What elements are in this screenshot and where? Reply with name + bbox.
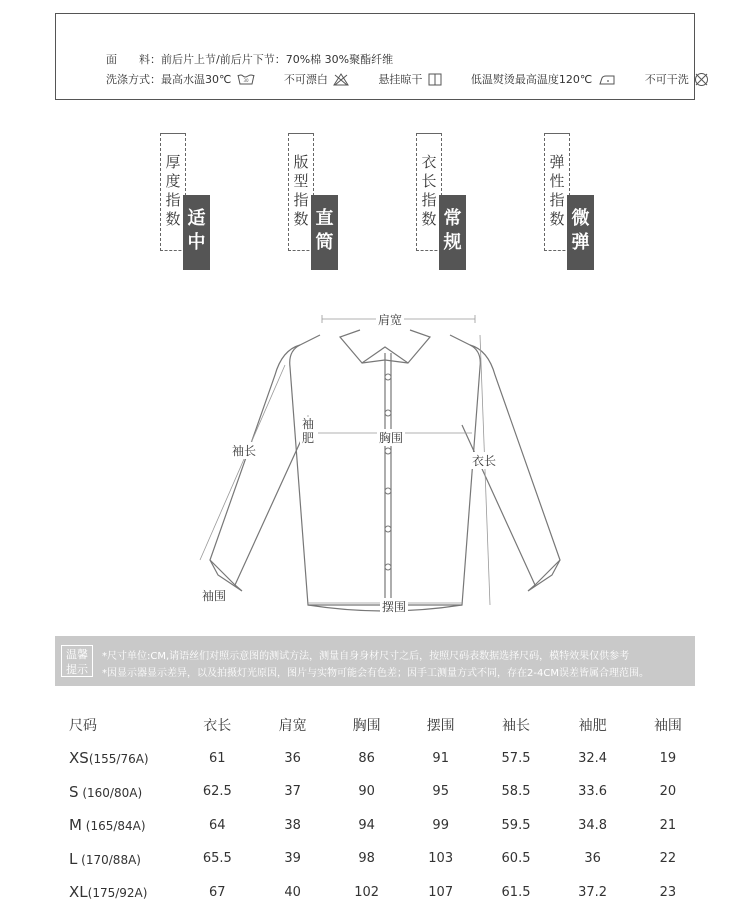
hang-dry-icon [428,73,442,86]
thickness-index-card [160,133,210,273]
table-cell: 65.5 [179,842,256,876]
table-cell: 102 [330,876,404,909]
size-spec: (160/80A) [79,786,143,800]
tips-bar [55,636,695,686]
shoulder-width-label: 肩宽 [376,311,404,328]
table-cell: 98 [330,842,404,876]
table-cell: 64 [179,809,256,843]
table-cell: 34.8 [554,809,631,843]
elasticity-index-card [544,133,594,273]
table-cell: 36 [256,742,330,776]
table-cell: 103 [404,842,478,876]
size-spec: (155/76A) [89,752,149,766]
size-code: XL [69,883,88,901]
table-cell: 58.5 [478,775,555,809]
table-cell: 62.5 [179,775,256,809]
header-hem: 摆围 [404,708,478,742]
table-cell: 40 [256,876,330,909]
size-spec: (165/84A) [82,819,146,833]
index-value: 直筒 [311,195,338,270]
iron-low-icon [598,74,616,85]
table-cell: 61.5 [478,876,555,909]
size-cell [55,742,179,776]
hem-label: 摆围 [380,598,408,615]
index-label: 衣长指数 [420,153,438,229]
table-cell: 91 [404,742,478,776]
table-cell: 67 [179,876,256,909]
care-instructions-box [55,13,695,100]
table-cell: 33.6 [554,775,631,809]
care-item-text: 低温熨烫最高温度120℃ [471,71,592,87]
index-label: 弹性指数 [548,153,566,229]
header-size: 尺码 [55,708,179,742]
table-cell: 39 [256,842,330,876]
sleeve-length-label: 袖长 [230,442,258,459]
table-cell: 90 [330,775,404,809]
table-cell: 95 [404,775,478,809]
sleeve-width-char: 袖 [302,417,316,431]
table-row [55,809,705,843]
wash-line [106,71,717,87]
size-spec: (175/92A) [88,886,148,900]
sleeve-width-char: 肥 [302,431,316,445]
table-cell: 22 [631,842,705,876]
table-cell: 86 [330,742,404,776]
table-cell: 38 [256,809,330,843]
table-cell: 99 [404,809,478,843]
fabric-value: 前后片上节/前后片下节：70%棉 30%聚酯纤维 [161,51,393,67]
table-cell: 37.2 [554,876,631,909]
table-cell: 107 [404,876,478,909]
shirt-outline [190,305,570,620]
table-cell: 57.5 [478,742,555,776]
wash-label: 洗涤方式： [106,71,161,87]
size-code: L [69,850,77,868]
table-cell: 37 [256,775,330,809]
size-code: XS [69,749,89,767]
header-length: 衣长 [179,708,256,742]
tips-badge-line: 温馨 [62,647,92,662]
size-table [55,708,705,909]
index-label: 厚度指数 [164,153,182,229]
fabric-label: 面 料： [106,51,161,67]
care-item-text: 不可干洗 [645,71,689,87]
table-cell: 19 [631,742,705,776]
tips-line-1: *尺寸单位:CM,请语丝们对照示意图的测试方法，测量自身身材尺寸之后，按照尺码表数据选择尺码，模特效果仅供参考 [102,647,629,662]
care-item-text: 悬挂晾干 [378,71,422,87]
fabric-line [106,51,393,67]
table-cell: 20 [631,775,705,809]
no-bleach-icon [333,73,349,86]
table-cell: 60.5 [478,842,555,876]
tips-badge-line: 提示 [62,662,92,677]
table-cell: 21 [631,809,705,843]
measurement-diagram [190,305,570,620]
size-cell [55,775,179,809]
table-cell: 59.5 [478,809,555,843]
size-spec: (170/88A) [77,853,141,867]
size-cell [55,842,179,876]
sleeve-width-label [300,417,318,445]
care-item-text: 不可漂白 [284,71,328,87]
fit-index-card [288,133,338,273]
body-length-label: 衣长 [470,452,498,469]
header-chest: 胸围 [330,708,404,742]
tips-line-2: *因显示器显示差异，以及拍摄灯光原因，图片与实物可能会有色差；因手工测量方式不同，存在2-4CM误差皆属合理范围。 [102,664,649,679]
header-shoulder: 肩宽 [256,708,330,742]
table-cell: 61 [179,742,256,776]
chest-label: 胸围 [377,429,405,446]
table-cell: 23 [631,876,705,909]
table-row [55,742,705,776]
size-code: S [69,783,79,801]
svg-text:30: 30 [243,78,249,83]
header-cuff: 袖围 [631,708,705,742]
tips-badge [61,645,93,677]
table-row [55,842,705,876]
index-value: 微弹 [567,195,594,270]
size-cell [55,809,179,843]
size-code: M [69,816,82,834]
cuff-label: 袖围 [200,587,228,604]
header-sleeve-width: 袖肥 [554,708,631,742]
header-sleeve-length: 袖长 [478,708,555,742]
no-dryclean-icon [694,72,709,87]
wash-30-icon [237,73,255,85]
table-cell: 32.4 [554,742,631,776]
size-table-header [55,708,705,742]
table-cell: 36 [554,842,631,876]
care-item-text: 最高水温30℃ [161,71,231,87]
table-row [55,775,705,809]
length-index-card [416,133,466,273]
index-value: 常规 [439,195,466,270]
index-label: 版型指数 [292,153,310,229]
table-cell: 94 [330,809,404,843]
index-value: 适中 [183,195,210,270]
